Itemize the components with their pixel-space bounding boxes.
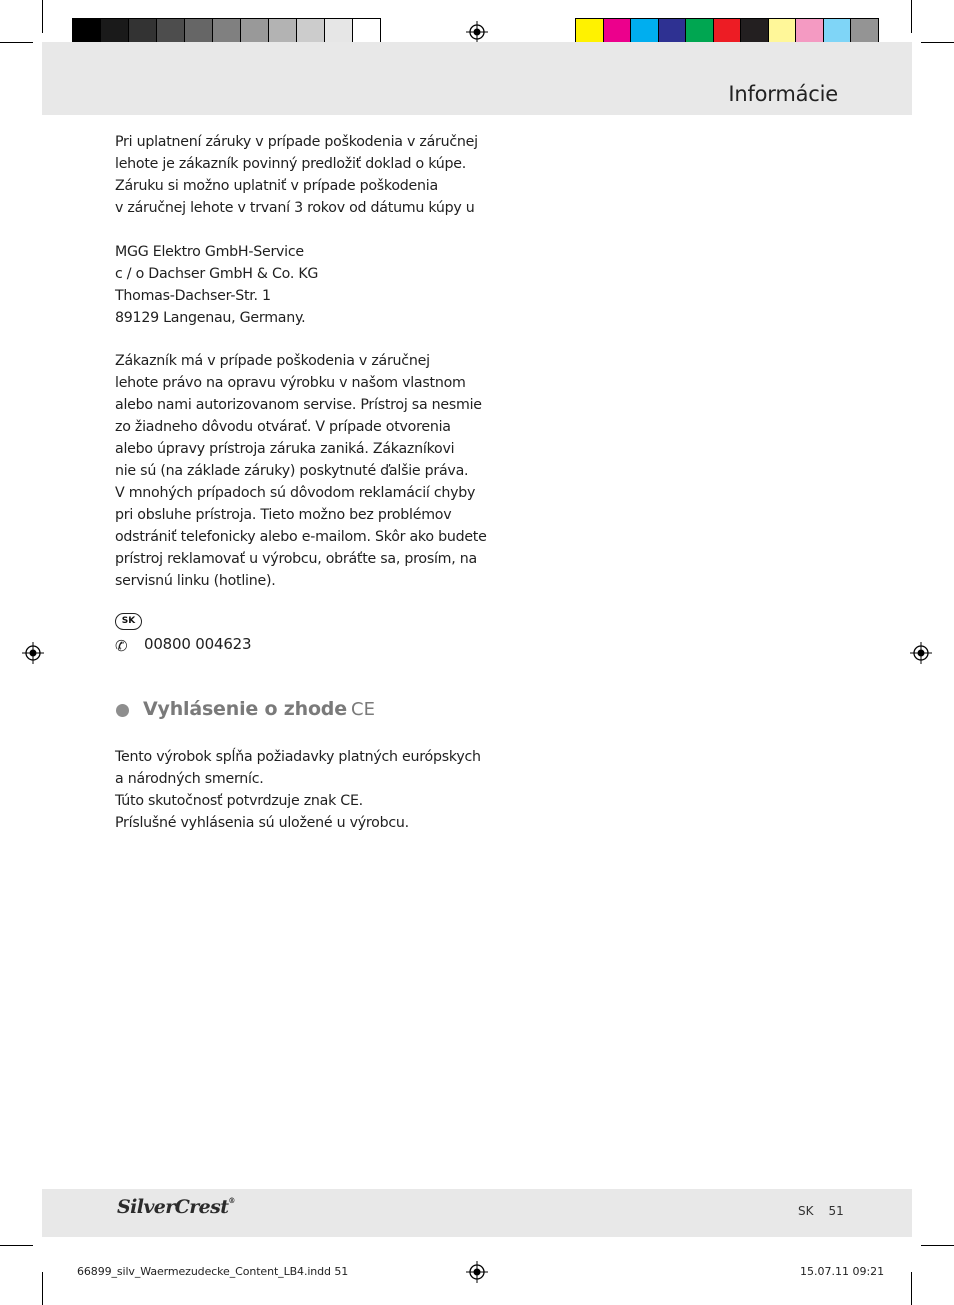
address-line: c / o Dachser GmbH & Co. KG (115, 266, 319, 282)
address-line: 89129 Langenau, Germany. (115, 310, 306, 326)
crop-mark (911, 0, 912, 33)
registration-mark-icon (910, 642, 932, 664)
text-line: zo žiadneho dôvodu otvárať. V prípade otvorenia (115, 419, 451, 435)
text-line: odstrániť telefonicky alebo e-mailom. Skôr ako budete (115, 529, 487, 545)
text-line: V mnohých prípadoch sú dôvodom reklamácií chyby (115, 485, 476, 501)
registration-mark-icon (466, 21, 488, 43)
text-line: Príslušné vyhlásenia sú uložené u výrobcu. (115, 815, 409, 831)
registration-mark-icon (466, 1261, 488, 1283)
crop-mark (0, 42, 33, 43)
phone-icon: ✆ (115, 637, 128, 655)
page-number: 51 (828, 1204, 844, 1218)
crop-mark (911, 1272, 912, 1305)
text-line: Tento výrobok spĺňa požiadavky platných európskych (115, 749, 481, 765)
crop-mark (0, 1245, 33, 1246)
page-info (798, 1204, 844, 1218)
language-code: SK (798, 1204, 814, 1218)
crop-mark (42, 0, 43, 33)
logo-text: SilverCrest (117, 1196, 229, 1218)
header-band (42, 42, 912, 115)
crop-mark (921, 42, 954, 43)
repair-paragraph (115, 350, 487, 592)
text-line: servisnú linku (hotline). (115, 573, 276, 589)
warranty-paragraph (115, 131, 478, 219)
country-badge: SK (115, 613, 142, 630)
text-line: a národných smerníc. (115, 771, 264, 787)
declaration-paragraph (115, 746, 481, 834)
hotline-number: 00800 004623 (144, 635, 252, 653)
text-line: alebo úpravy prístroja záruka zaniká. Zákazníkovi (115, 441, 455, 457)
service-address (115, 241, 475, 329)
text-line: v záručnej lehote v trvaní 3 rokov od dátumu kúpy u (115, 200, 475, 216)
page-title: Informácie (728, 82, 838, 106)
text-line: prístroj reklamovať u výrobcu, obráťte sa, prosím, na (115, 551, 477, 567)
text-line: Zákazník má v prípade poškodenia v záručnej (115, 353, 430, 369)
bullet-icon (116, 704, 129, 717)
text-line: pri obsluhe prístroja. Tieto možno bez problémov (115, 507, 452, 523)
address-line: MGG Elektro GmbH-Service (115, 244, 304, 260)
registered-mark: ® (228, 1196, 235, 1205)
ce-mark-icon: CE (351, 699, 375, 720)
text-line: nie sú (na základe záruky) poskytnuté ďalšie práva. (115, 463, 469, 479)
text-line: lehote je zákazník povinný predložiť doklad o kúpe. (115, 156, 466, 172)
text-line: Záruku si možno uplatniť v prípade poškodenia (115, 178, 438, 194)
text-line: Pri uplatnení záruky v prípade poškodenia v záručnej (115, 134, 478, 150)
registration-mark-icon (22, 642, 44, 664)
text-line: lehote právo na opravu výrobku v našom vlastnom (115, 375, 466, 391)
text-line: alebo nami autorizovanom servise. Prístroj sa nesmie (115, 397, 482, 413)
brand-logo (117, 1196, 235, 1218)
text-line: Túto skutočnosť potvrdzuje znak CE. (115, 793, 363, 809)
crop-mark (42, 1272, 43, 1305)
date-slug: 15.07.11 09:21 (800, 1265, 885, 1278)
file-slug: 66899_silv_Waermezudecke_Content_LB4.indd 51 (77, 1265, 349, 1278)
address-line: Thomas-Dachser-Str. 1 (115, 288, 271, 304)
crop-mark (921, 1245, 954, 1246)
section-heading: Vyhlásenie o zhode (143, 698, 347, 720)
